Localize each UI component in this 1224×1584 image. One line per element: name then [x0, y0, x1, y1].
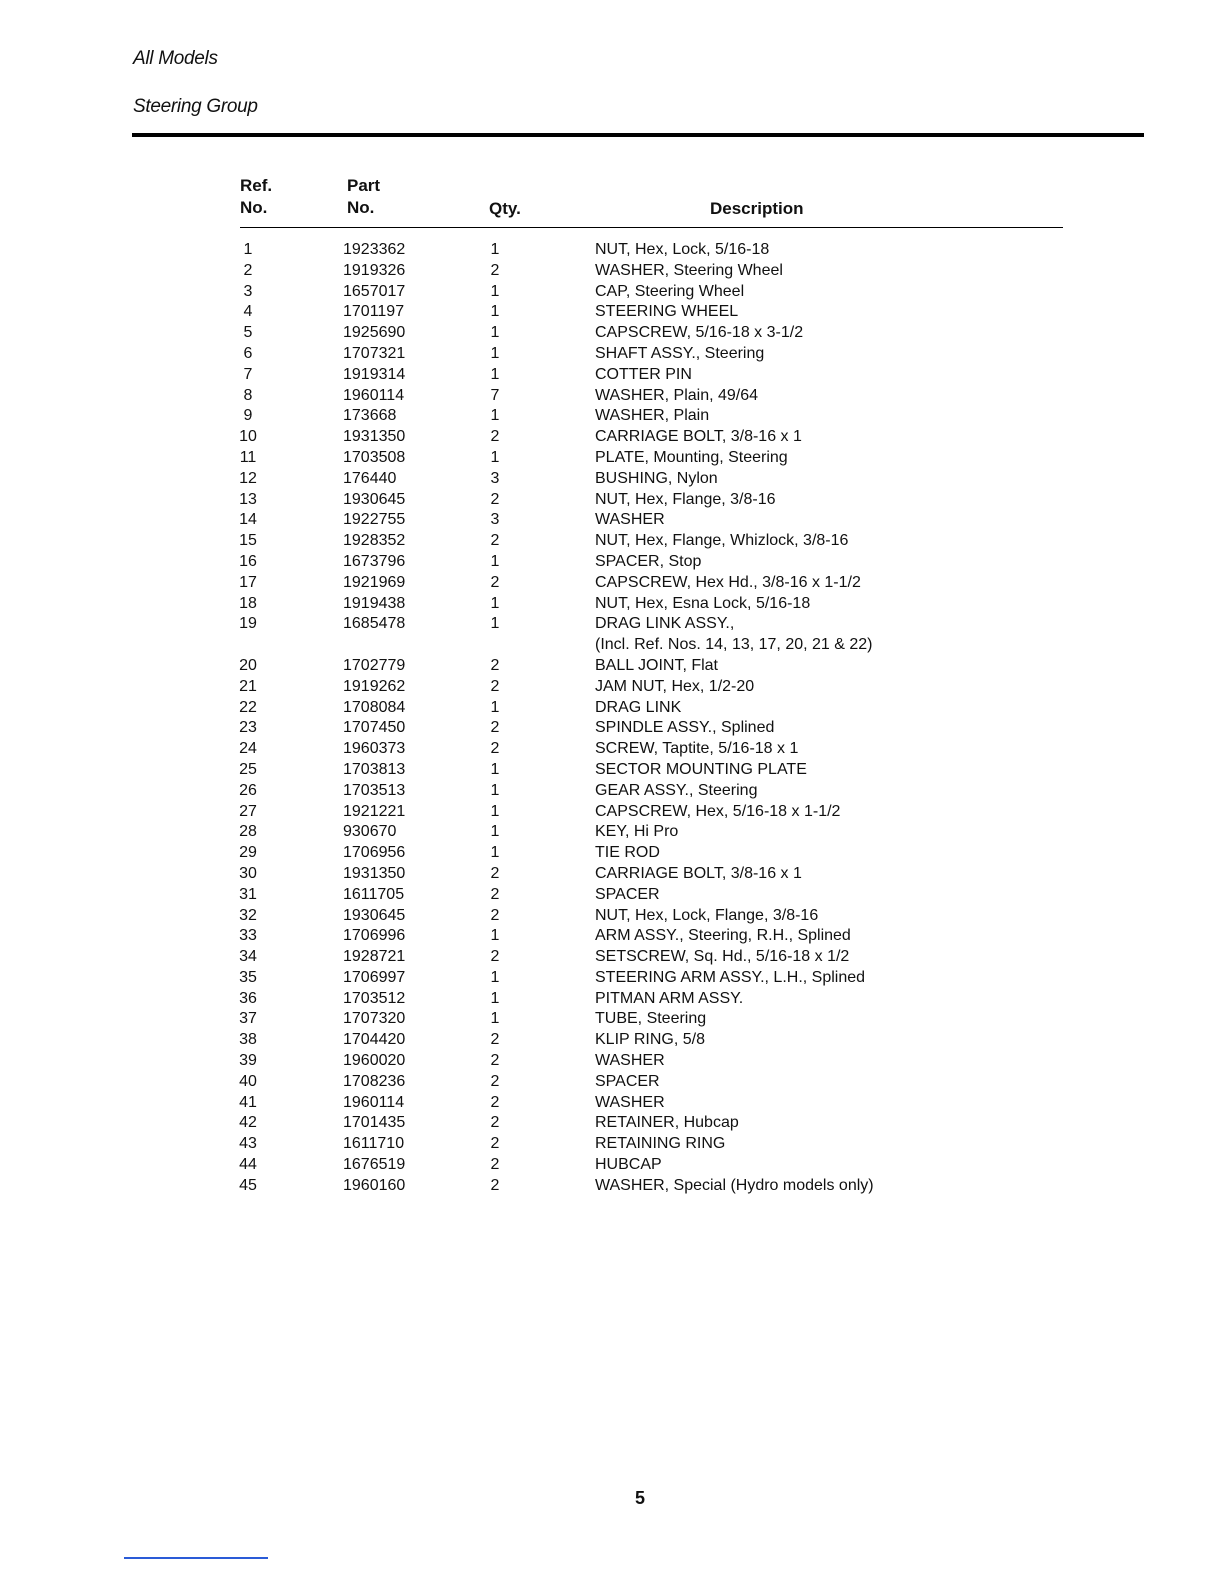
- table-row: [0, 406, 1224, 427]
- part-no-cell: 1706997: [343, 968, 406, 986]
- part-no-cell: 1657017: [343, 282, 406, 300]
- table-row: [0, 531, 1224, 552]
- description-cell: WASHER: [595, 511, 665, 529]
- part-no-cell: 176440: [343, 469, 397, 487]
- table-row: [0, 1176, 1224, 1197]
- ref-no-cell: 18: [239, 594, 257, 612]
- description-cell: SPINDLE ASSY., Splined: [595, 719, 775, 737]
- qty-cell: 2: [490, 740, 500, 758]
- part-no-cell: 1706956: [343, 844, 406, 862]
- part-no-cell: 1708084: [343, 698, 406, 716]
- table-row: [0, 864, 1224, 885]
- qty-cell: 1: [490, 698, 500, 716]
- page-number: 5: [634, 1488, 645, 1508]
- description-cell: CAPSCREW, Hex, 5/16-18 x 1-1/2: [595, 802, 841, 820]
- qty-cell: 2: [490, 1176, 500, 1194]
- description-cell: NUT, Hex, Lock, Flange, 3/8-16: [595, 906, 819, 924]
- table-row: [0, 968, 1224, 989]
- description-cell: WASHER, Plain: [595, 407, 710, 425]
- qty-cell: 2: [490, 1052, 500, 1070]
- description-cell: ARM ASSY., Steering, R.H., Splined: [595, 927, 851, 945]
- description-cell: NUT, Hex, Esna Lock, 5/16-18: [595, 594, 811, 612]
- ref-no-cell: 30: [239, 864, 257, 882]
- part-no-cell: 1707321: [343, 344, 406, 362]
- ref-header-line2: No.: [240, 198, 268, 217]
- qty-cell: 1: [490, 282, 500, 300]
- description-cell: SHAFT ASSY., Steering: [595, 344, 765, 362]
- qty-cell: 2: [490, 719, 500, 737]
- ref-no-cell: 9: [243, 407, 253, 425]
- parts-table: [0, 240, 1224, 1197]
- ref-no-cell: 41: [239, 1093, 257, 1111]
- qty-cell: 2: [490, 1135, 500, 1153]
- description-cell: WASHER, Special (Hydro models only): [595, 1176, 874, 1194]
- qty-cell: 1: [490, 344, 500, 362]
- part-no-cell: 1706996: [343, 927, 406, 945]
- header-rule: [132, 133, 1144, 137]
- footer-mark: [124, 1557, 268, 1559]
- description-cell: COTTER PIN: [595, 365, 692, 383]
- part-no-cell: 1701435: [343, 1114, 406, 1132]
- table-row: [0, 739, 1224, 760]
- part-no-cell: 1960160: [343, 1176, 406, 1194]
- qty-cell: 3: [490, 469, 500, 487]
- description-cell: STEERING WHEEL: [595, 303, 739, 321]
- qty-cell: 1: [490, 802, 500, 820]
- part-no-cell: 1960020: [343, 1052, 406, 1070]
- table-row: [0, 1093, 1224, 1114]
- description-cell: NUT, Hex, Lock, 5/16-18: [595, 241, 770, 258]
- part-no-cell: 1919438: [343, 594, 406, 612]
- ref-no-cell: 22: [239, 698, 257, 716]
- part-header-line2: No.: [347, 198, 375, 217]
- qty-cell: 7: [490, 386, 500, 404]
- group-heading: Steering Group: [133, 96, 258, 117]
- ref-no-cell: 23: [239, 719, 257, 737]
- qty-cell: 1: [490, 241, 500, 258]
- qty-cell: 1: [490, 552, 500, 570]
- table-row: [0, 261, 1224, 282]
- part-no-cell: 1676519: [343, 1156, 406, 1174]
- table-row: [0, 656, 1224, 677]
- description-cell: WASHER: [595, 1093, 665, 1111]
- ref-no-cell: 44: [239, 1156, 257, 1174]
- description-cell: (Incl. Ref. Nos. 14, 13, 17, 20, 21 & 22): [595, 636, 873, 654]
- qty-column-header: Qty.: [489, 199, 521, 218]
- ref-no-cell: 25: [239, 760, 257, 778]
- part-no-cell: 1919262: [343, 677, 406, 695]
- part-no-cell: 173668: [343, 407, 397, 425]
- table-row: [0, 365, 1224, 386]
- ref-no-cell: 45: [239, 1176, 257, 1194]
- table-row: [0, 781, 1224, 802]
- part-no-cell: 1703513: [343, 781, 406, 799]
- ref-no-cell: 19: [239, 615, 257, 633]
- qty-cell: 1: [490, 448, 500, 466]
- table-row: [0, 843, 1224, 864]
- description-cell: CARRIAGE BOLT, 3/8-16 x 1: [595, 428, 802, 446]
- part-no-cell: 1701197: [343, 303, 405, 321]
- ref-no-cell: 7: [243, 365, 253, 383]
- ref-no-cell: 6: [243, 344, 253, 362]
- qty-cell: 2: [490, 677, 500, 695]
- table-row: [0, 552, 1224, 573]
- qty-cell: 2: [490, 864, 500, 882]
- table-row: [0, 448, 1224, 469]
- qty-cell: 1: [490, 365, 500, 383]
- qty-cell: 2: [490, 906, 500, 924]
- table-row: [0, 698, 1224, 719]
- table-row: [0, 760, 1224, 781]
- ref-no-cell: 16: [239, 552, 257, 570]
- ref-no-cell: 13: [239, 490, 257, 508]
- table-row: [0, 885, 1224, 906]
- part-no-cell: 1928352: [343, 532, 406, 550]
- description-cell: DRAG LINK: [595, 698, 682, 716]
- qty-cell: 1: [490, 303, 500, 321]
- ref-no-cell: 40: [239, 1072, 257, 1090]
- part-no-cell: 1960373: [343, 740, 406, 758]
- description-cell: PLATE, Mounting, Steering: [595, 448, 788, 466]
- ref-no-cell: 31: [239, 885, 257, 903]
- description-cell: HUBCAP: [595, 1156, 662, 1174]
- qty-cell: 1: [490, 927, 500, 945]
- description-cell: KLIP RING, 5/8: [595, 1031, 705, 1049]
- ref-no-cell: 28: [239, 823, 257, 841]
- qty-cell: 2: [490, 573, 500, 591]
- part-no-cell: 1930645: [343, 490, 406, 508]
- table-row: [0, 282, 1224, 303]
- table-row: [0, 1051, 1224, 1072]
- qty-cell: 2: [490, 490, 500, 508]
- table-row: [0, 344, 1224, 365]
- ref-no-cell: 38: [239, 1031, 257, 1049]
- description-cell: RETAINING RING: [595, 1135, 726, 1153]
- part-no-cell: 930670: [343, 823, 397, 841]
- qty-cell: 2: [490, 656, 500, 674]
- models-heading: All Models: [133, 48, 218, 69]
- description-cell: SPACER: [595, 1072, 660, 1090]
- ref-no-cell: 8: [243, 386, 253, 404]
- description-cell: NUT, Hex, Flange, 3/8-16: [595, 490, 776, 508]
- part-no-cell: 1921969: [343, 573, 406, 591]
- description-cell: NUT, Hex, Flange, Whizlock, 3/8-16: [595, 532, 849, 550]
- qty-cell: 2: [490, 948, 500, 966]
- part-no-cell: 1707320: [343, 1010, 406, 1028]
- ref-no-cell: 17: [239, 573, 257, 591]
- table-row: [0, 947, 1224, 968]
- qty-cell: 1: [490, 823, 500, 841]
- table-row: [0, 510, 1224, 531]
- part-no-cell: 1925690: [343, 324, 406, 342]
- description-cell: BALL JOINT, Flat: [595, 656, 718, 674]
- ref-no-cell: 37: [239, 1010, 257, 1028]
- part-no-cell: 1930645: [343, 906, 406, 924]
- description-cell: CAPSCREW, 5/16-18 x 3-1/2: [595, 324, 804, 342]
- part-no-cell: 1685478: [343, 615, 406, 633]
- ref-no-cell: 32: [239, 906, 257, 924]
- part-no-cell: 1707450: [343, 719, 406, 737]
- ref-no-cell: 24: [239, 740, 257, 758]
- ref-no-cell: 11: [239, 448, 257, 466]
- table-row: [0, 822, 1224, 843]
- part-no-cell: 1921221: [343, 802, 406, 820]
- ref-column-header: [240, 175, 272, 219]
- description-cell: CAP, Steering Wheel: [595, 282, 745, 300]
- part-no-cell: 1611705: [343, 885, 405, 903]
- ref-no-cell: 4: [243, 303, 253, 321]
- table-row: [0, 1155, 1224, 1176]
- ref-no-cell: 10: [239, 428, 257, 446]
- ref-no-cell: 3: [243, 282, 253, 300]
- qty-cell: 1: [490, 594, 500, 612]
- part-no-cell: 1922755: [343, 511, 406, 529]
- ref-no-cell: 29: [239, 844, 257, 862]
- ref-no-cell: 27: [239, 802, 257, 820]
- ref-no-cell: 15: [239, 532, 257, 550]
- description-cell: SPACER, Stop: [595, 552, 702, 570]
- qty-cell: 2: [490, 1093, 500, 1111]
- part-no-cell: 1931350: [343, 428, 406, 446]
- table-row: [0, 635, 1224, 656]
- part-no-cell: 1708236: [343, 1072, 406, 1090]
- description-cell: PITMAN ARM ASSY.: [595, 989, 744, 1007]
- table-row: [0, 1134, 1224, 1155]
- part-no-cell: 1703512: [343, 989, 406, 1007]
- ref-no-cell: 1: [243, 241, 253, 258]
- column-header-rule: [240, 227, 1063, 228]
- table-row: [0, 1113, 1224, 1134]
- description-cell: SPACER: [595, 885, 660, 903]
- qty-cell: 1: [490, 324, 500, 342]
- qty-cell: 1: [490, 615, 500, 633]
- part-no-cell: 1960114: [343, 1093, 405, 1111]
- table-row: [0, 677, 1224, 698]
- part-no-cell: 1703813: [343, 760, 406, 778]
- ref-no-cell: 21: [239, 677, 257, 695]
- description-cell: SECTOR MOUNTING PLATE: [595, 760, 807, 778]
- qty-cell: 2: [490, 1031, 500, 1049]
- ref-header-line1: Ref.: [240, 176, 273, 195]
- ref-no-cell: 35: [239, 968, 257, 986]
- part-no-cell: 1919326: [343, 261, 406, 279]
- qty-cell: 1: [490, 968, 500, 986]
- ref-no-cell: 34: [239, 948, 257, 966]
- table-row: [0, 906, 1224, 927]
- table-row: [0, 614, 1224, 635]
- ref-no-cell: 20: [239, 656, 257, 674]
- table-row: [0, 490, 1224, 511]
- qty-cell: 2: [490, 885, 500, 903]
- part-no-cell: 1960114: [343, 386, 405, 404]
- table-row: [0, 302, 1224, 323]
- description-cell: BUSHING, Nylon: [595, 469, 718, 487]
- table-row: [0, 926, 1224, 947]
- qty-cell: 1: [490, 781, 500, 799]
- qty-cell: 1: [490, 760, 500, 778]
- ref-no-cell: 14: [239, 511, 257, 529]
- description-cell: GEAR ASSY., Steering: [595, 781, 758, 799]
- part-no-cell: 1931350: [343, 864, 406, 882]
- description-cell: SCREW, Taptite, 5/16-18 x 1: [595, 740, 799, 758]
- ref-no-cell: 2: [243, 261, 253, 279]
- table-row: [0, 469, 1224, 490]
- part-no-cell: 1703508: [343, 448, 406, 466]
- table-row: [0, 1030, 1224, 1051]
- description-cell: RETAINER, Hubcap: [595, 1114, 739, 1132]
- part-header-line1: Part: [347, 176, 381, 195]
- part-no-cell: 1928721: [343, 948, 406, 966]
- table-row: [0, 240, 1224, 261]
- qty-cell: 3: [490, 511, 500, 529]
- description-cell: STEERING ARM ASSY., L.H., Splined: [595, 968, 866, 986]
- description-cell: SETSCREW, Sq. Hd., 5/16-18 x 1/2: [595, 948, 850, 966]
- part-no-cell: 1611710: [343, 1135, 405, 1153]
- qty-cell: 2: [490, 1072, 500, 1090]
- description-cell: WASHER, Plain, 49/64: [595, 386, 759, 404]
- description-cell: DRAG LINK ASSY.,: [595, 615, 735, 633]
- description-cell: WASHER: [595, 1052, 665, 1070]
- qty-cell: 1: [490, 1010, 500, 1028]
- part-no-cell: 1919314: [343, 365, 406, 383]
- description-cell: WASHER, Steering Wheel: [595, 261, 783, 279]
- ref-no-cell: 36: [239, 989, 257, 1007]
- table-row: [0, 718, 1224, 739]
- qty-cell: 2: [490, 532, 500, 550]
- ref-no-cell: 33: [239, 927, 257, 945]
- table-row: [0, 802, 1224, 823]
- qty-cell: 2: [490, 428, 500, 446]
- table-row: [0, 594, 1224, 615]
- description-cell: CAPSCREW, Hex Hd., 3/8-16 x 1-1/2: [595, 573, 861, 591]
- qty-cell: 2: [490, 1156, 500, 1174]
- table-row: [0, 323, 1224, 344]
- part-no-cell: 1702779: [343, 656, 406, 674]
- table-row: [0, 989, 1224, 1010]
- part-column-header: [347, 175, 380, 219]
- qty-cell: 2: [490, 1114, 500, 1132]
- description-cell: CARRIAGE BOLT, 3/8-16 x 1: [595, 864, 802, 882]
- part-no-cell: 1923362: [343, 241, 406, 258]
- table-row: [0, 1072, 1224, 1093]
- part-no-cell: 1704420: [343, 1031, 406, 1049]
- description-cell: KEY, Hi Pro: [595, 823, 679, 841]
- table-row: [0, 427, 1224, 448]
- table-row: [0, 386, 1224, 407]
- ref-no-cell: 26: [239, 781, 257, 799]
- description-cell: JAM NUT, Hex, 1/2-20: [595, 677, 755, 695]
- ref-no-cell: 43: [239, 1135, 257, 1153]
- ref-no-cell: 12: [239, 469, 257, 487]
- ref-no-cell: 39: [239, 1052, 257, 1070]
- qty-cell: 1: [490, 407, 500, 425]
- ref-no-cell: 5: [243, 324, 253, 342]
- table-row: [0, 1009, 1224, 1030]
- part-no-cell: 1673796: [343, 552, 406, 570]
- qty-cell: 2: [490, 261, 500, 279]
- description-cell: TUBE, Steering: [595, 1010, 707, 1028]
- qty-cell: 1: [490, 989, 500, 1007]
- description-column-header: Description: [710, 199, 804, 218]
- description-cell: TIE ROD: [595, 844, 660, 862]
- table-row: [0, 573, 1224, 594]
- ref-no-cell: 42: [239, 1114, 257, 1132]
- qty-cell: 1: [490, 844, 500, 862]
